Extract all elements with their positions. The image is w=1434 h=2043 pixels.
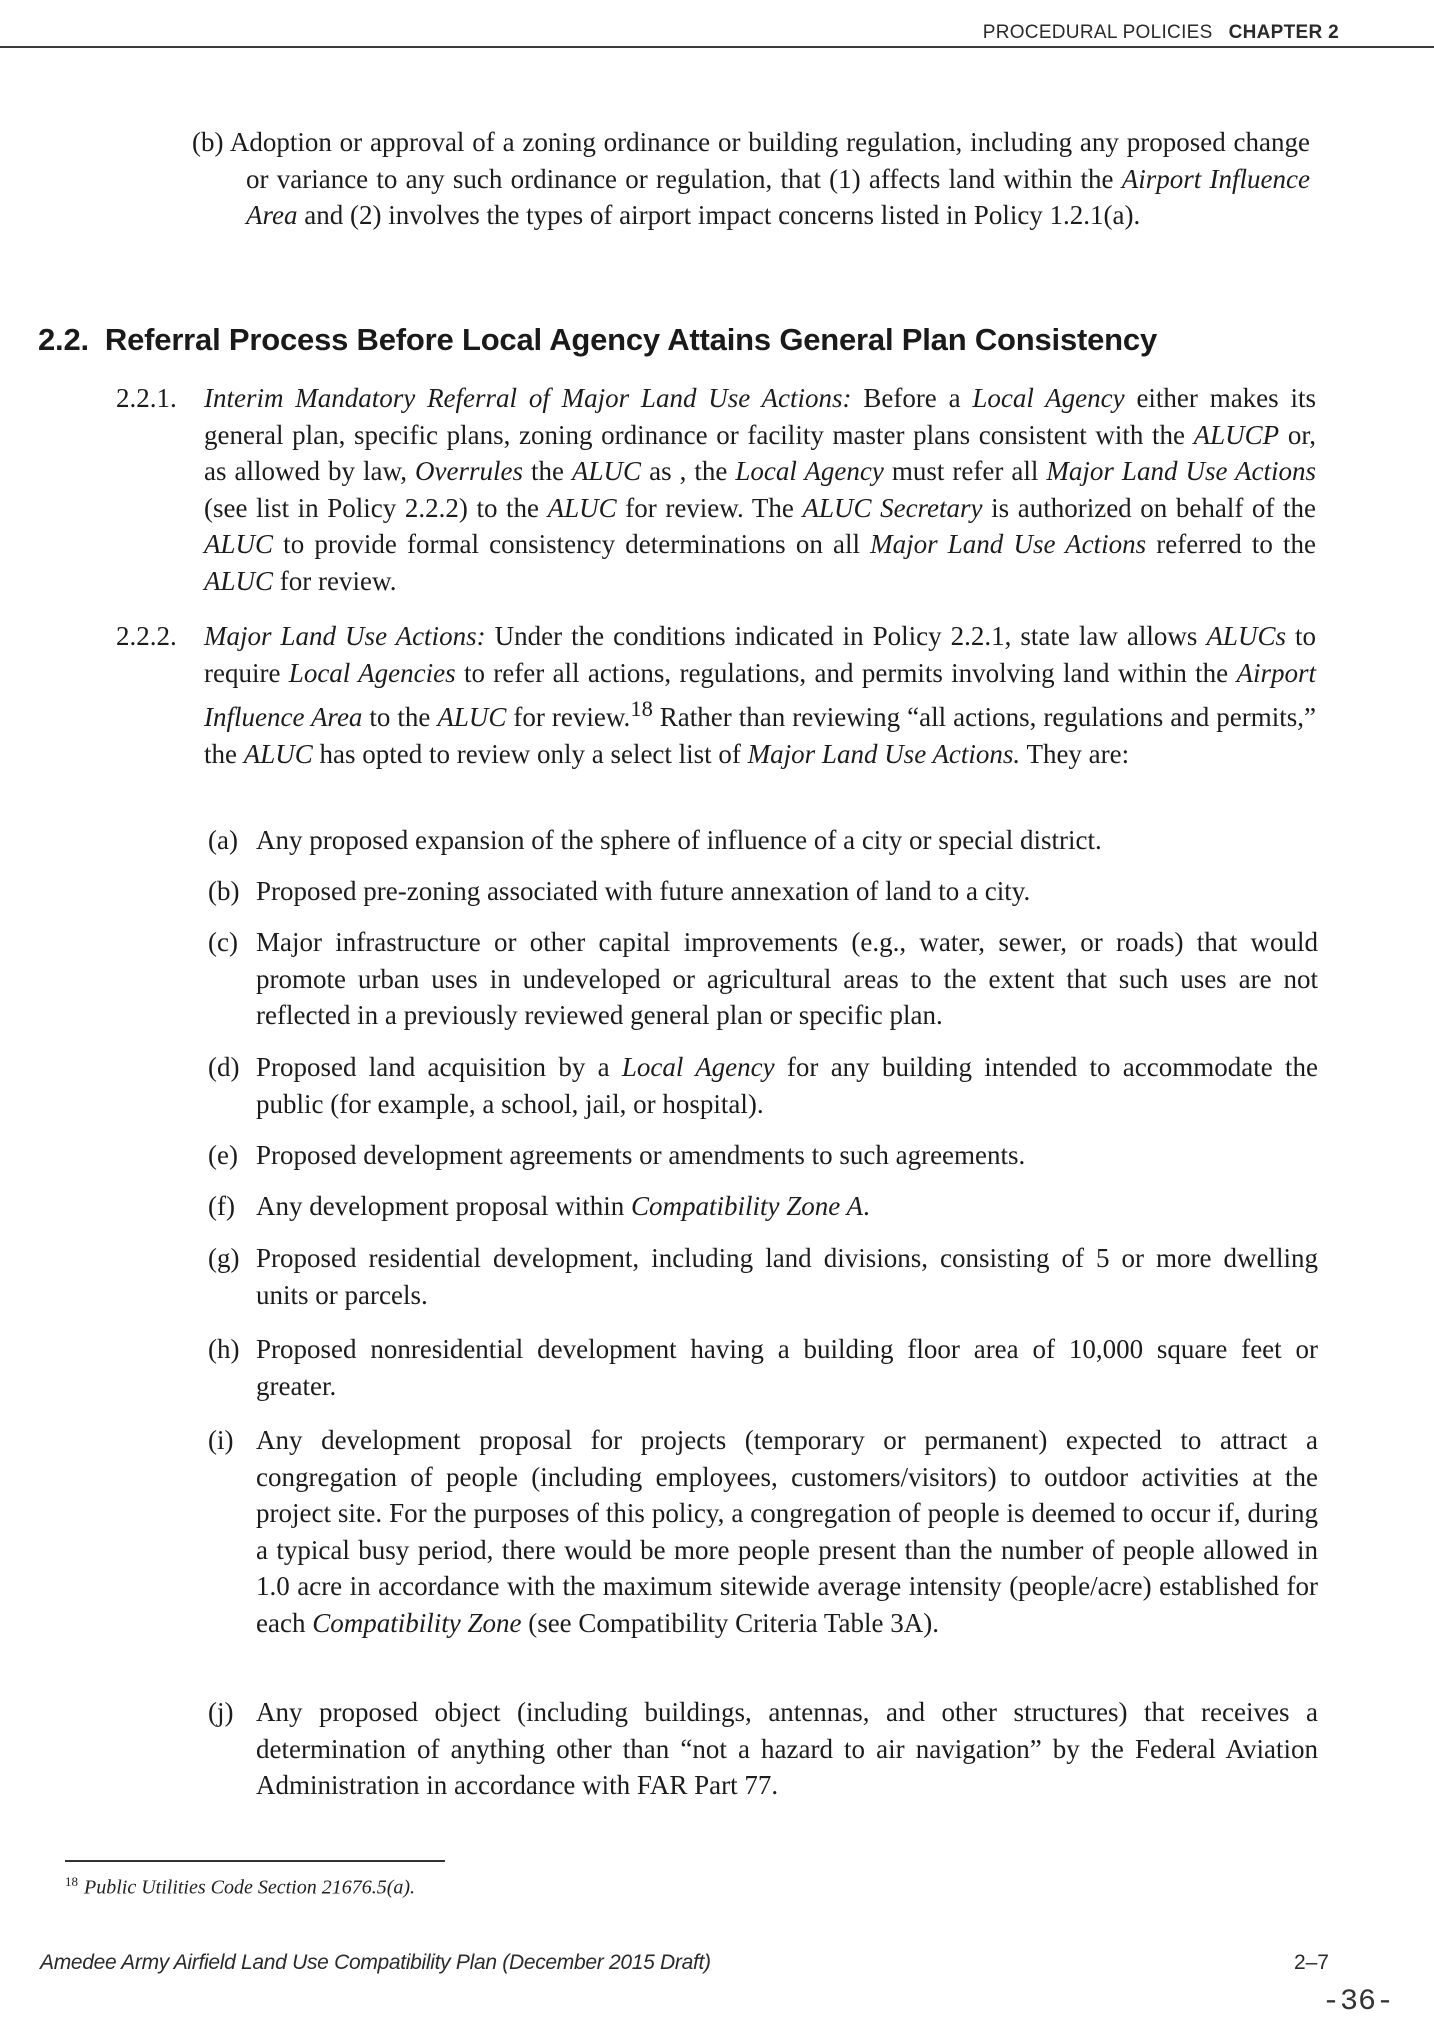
policy-title: Major Land Use Actions: <box>204 621 486 651</box>
list-item-i <box>208 1422 1318 1641</box>
defined-term: ALUCs <box>1206 621 1286 651</box>
policy-text-run: to require <box>204 621 1316 688</box>
list-item-text-run: Proposed land acquisition by a <box>256 1052 622 1082</box>
policy-text-run: for review. The <box>616 492 803 523</box>
list-item-g <box>208 1240 1318 1313</box>
footnote-reference: 18 <box>630 696 653 721</box>
list-item-text: Any proposed object (including buildings, antennas, and other structures) that receives a determination of anything other than “not a hazard to air navigation” by the Federal Aviation Administration in accordance with FAR Part 77. <box>256 1697 1318 1800</box>
footnote-number: 18 <box>65 1874 78 1889</box>
policy-text-run: (see list in Policy 2.2.2) to the <box>204 492 548 523</box>
list-item-label: (h) <box>208 1334 240 1364</box>
section-title: Referral Process Before Local Agency Attains General Plan Consistency <box>104 322 1157 357</box>
list-item-text-run: Any development proposal for projects (temporary or permanent) expected to attract a congregation of people (including employees, customers/visitors) to outdoor activities at the project site. For the purposes of this policy, a congregation of people is deemed to occur if, during a typical busy period, there would be more people present than the number of people allowed in 1.0 acre in accordance with the maximum sitewide average intensity (people/acre) established for each <box>256 1425 1318 1638</box>
policy-2-2-1 <box>116 380 1316 599</box>
list-item-label: (f) <box>208 1191 235 1221</box>
section-number: 2.2. <box>38 322 89 357</box>
defined-term: ALUCP <box>1193 419 1280 450</box>
list-item-text-run: for any building intended to accommodate the public (for example, a school, jail, or hospital). <box>256 1052 1318 1119</box>
header-rule <box>0 46 1434 48</box>
footer-page-number: 2–7 <box>1293 1951 1329 1974</box>
list-item-text: Proposed pre-zoning associated with future annexation of land to a city. <box>256 876 1031 906</box>
policy-text-run: to refer all actions, regulations, and permits involving land within the <box>455 657 1237 688</box>
defined-term: Compatibility Zone <box>312 1607 522 1638</box>
footnote-rule <box>65 1860 445 1862</box>
policy-text-run: Before a <box>851 383 973 413</box>
header-section: PROCEDURAL POLICIES <box>982 22 1213 43</box>
policy-text-run: to provide formal consistency determinations on all <box>273 529 871 559</box>
list-item-text-run: (see Compatibility Criteria Table 3A). <box>521 1607 939 1638</box>
intro-item-text: Adoption or approval of a zoning ordinance or building regulation, including any proposed change or variance to any such ordinance or regulation, that (1) affects land within the <box>229 127 1310 194</box>
footnote <box>65 1874 415 1900</box>
list-item-text <box>256 1049 1318 1122</box>
list-item-f <box>208 1188 1318 1225</box>
defined-term: Compatibility Zone A <box>630 1191 863 1221</box>
list-item-label: (g) <box>208 1243 240 1273</box>
handwritten-page-stamp: -36- <box>1321 1985 1394 2019</box>
list-item-label: (e) <box>208 1140 238 1170</box>
defined-term: Airport Influence Area <box>204 657 1317 732</box>
list-item-label: (a) <box>208 825 238 855</box>
policy-text-run: to the <box>362 702 438 732</box>
list-item-text-run: . <box>862 1191 870 1221</box>
list-item-text: Proposed nonresidential development having a building floor area of 10,000 square feet or greater. <box>256 1334 1318 1401</box>
header-chapter: CHAPTER 2 <box>1228 22 1339 43</box>
policy-text-run: They are: <box>1020 738 1130 769</box>
defined-term: ALUC <box>204 529 274 559</box>
defined-term: ALUC Secretary <box>802 492 983 523</box>
defined-term: Local Agency <box>972 383 1125 413</box>
policy-text-run: as , the <box>641 456 736 486</box>
defined-term: ALUC <box>243 738 313 769</box>
policy-title: Interim Mandatory Referral of Major Land Use Actions: <box>204 383 852 413</box>
list-item-h <box>208 1331 1318 1404</box>
section-heading <box>38 322 1157 358</box>
policy-text-run: Under the conditions indicated in Policy 2.2.1, state law allows <box>485 621 1207 651</box>
list-item-a <box>208 822 1318 859</box>
list-item-b <box>208 873 1318 910</box>
list-item-label: (d) <box>208 1052 240 1082</box>
intro-item-label: (b) <box>192 127 224 157</box>
defined-term: Major Land Use Actions <box>1046 456 1316 486</box>
defined-term: Local Agency <box>735 456 884 486</box>
list-item-text <box>256 1422 1318 1641</box>
list-item-text: Proposed residential development, including land divisions, consisting of 5 or more dwelling units or parcels. <box>256 1243 1318 1310</box>
defined-term: Major Land Use Actions. <box>747 738 1021 769</box>
list-item-j <box>208 1694 1318 1804</box>
list-item-text: Any proposed expansion of the sphere of influence of a city or special district. <box>256 825 1102 855</box>
running-header <box>983 22 1339 44</box>
policy-2-2-2 <box>116 618 1316 772</box>
list-item-label: (c) <box>208 927 238 957</box>
defined-term: ALUC <box>547 492 617 523</box>
list-item-text <box>256 1188 1318 1225</box>
policy-text-run: or, as allowed by law, <box>204 419 1316 486</box>
policy-text-run: must refer all <box>883 456 1047 486</box>
defined-term: Major Land Use Actions <box>870 529 1147 559</box>
policy-number: 2.2.2. <box>116 621 177 651</box>
intro-item-text: and (2) involves the types of airport impact concerns listed in Policy 1.2.1(a). <box>297 200 1141 230</box>
list-item-label: (b) <box>208 876 240 906</box>
policy-text <box>204 380 1316 599</box>
defined-term: ALUC <box>572 456 642 486</box>
list-item-c <box>208 924 1318 1034</box>
defined-term: Local Agencies <box>288 657 456 688</box>
defined-term: Local Agency <box>621 1052 775 1082</box>
defined-term: Overrules <box>415 456 524 486</box>
list-item-text-run: Any development proposal within <box>256 1191 631 1221</box>
policy-number: 2.2.1. <box>116 383 177 413</box>
defined-term: ALUC <box>437 702 507 732</box>
defined-term: ALUC <box>204 565 274 596</box>
policy-text-run: has opted to review only a select list of <box>312 738 748 769</box>
list-item-d <box>208 1049 1318 1122</box>
intro-item-b <box>192 124 1310 234</box>
policy-text-run: for review. <box>273 565 397 596</box>
policy-text-run: the <box>523 456 573 486</box>
list-item-text: Major infrastructure or other capital improvements (e.g., water, sewer, or roads) that would promote urban uses in undeveloped or agricultural areas to the extent that such uses are not reflected in a previously reviewed general plan or specific plan. <box>256 927 1318 1030</box>
policy-text-run: for review. <box>506 702 631 732</box>
list-item-e <box>208 1137 1318 1174</box>
list-item-label: (j) <box>208 1697 234 1727</box>
policy-text-run: is authorized on behalf of the <box>982 492 1316 523</box>
footer-title: Amedee Army Airfield Land Use Compatibility Plan (December 2015 Draft) <box>40 1951 711 1974</box>
list-item-label: (i) <box>208 1425 234 1455</box>
footnote-text: Public Utilities Code Section 21676.5(a). <box>84 1876 416 1899</box>
defined-term: Airport Influence Area <box>246 163 1310 230</box>
policy-text <box>204 618 1316 772</box>
policy-text-run: referred to the <box>1146 529 1316 559</box>
policy-text-run: either makes its general plan, specific plans, zoning ordinance or facility master plans consistent with the <box>204 383 1316 450</box>
list-item-text: Proposed development agreements or amendments to such agreements. <box>256 1140 1026 1170</box>
policy-text-run: Rather than reviewing “all actions, regulations and permits,” the <box>204 702 1316 769</box>
